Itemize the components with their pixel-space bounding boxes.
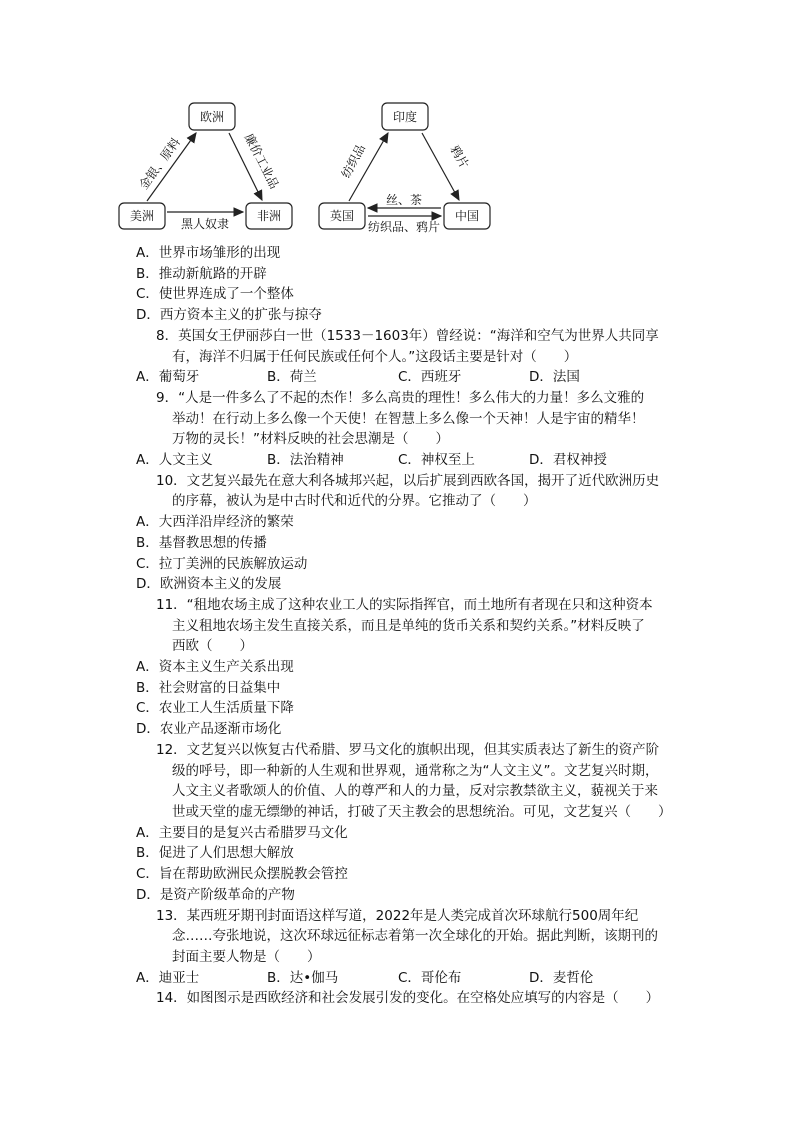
q12-option-d[interactable]: D．是资产阶级革命的产物 xyxy=(136,886,295,903)
q7-option-b[interactable]: B．推动新航路的开辟 xyxy=(136,265,267,282)
q8-option-a[interactable]: A．葡萄牙 xyxy=(136,369,200,386)
slaves-label: 黑人奴隶 xyxy=(180,217,230,231)
q9-options xyxy=(136,450,676,471)
america-label: 美洲 xyxy=(129,209,155,223)
gold-raw-material-label: 金银、原料 xyxy=(136,135,184,193)
q11-stem-line-2: 主义租地农场主发生直接关系，而且是单纯的货币关系和契约关系。”材料反映了 xyxy=(172,617,645,634)
question-12 xyxy=(136,740,676,906)
q13-stem-line-2: 念……夸张地说，这次环球远征标志着第一次全球化的开始。据此判断，该期刊的 xyxy=(172,928,658,945)
q11-option-a[interactable]: A．资本主义生产关系出现 xyxy=(136,659,294,676)
q8-options xyxy=(136,367,676,388)
q10-option-b[interactable]: B．基督教思想的传播 xyxy=(136,534,267,551)
q9-option-d[interactable]: D．君权神授 xyxy=(529,452,607,469)
q13-option-d[interactable]: D．麦哲伦 xyxy=(529,969,594,986)
q13-option-c[interactable]: C．哥伦布 xyxy=(398,969,462,986)
q10-option-c[interactable]: C．拉丁美洲的民族解放运动 xyxy=(136,555,308,572)
question-8 xyxy=(136,326,676,388)
q9-option-c[interactable]: C．神权至上 xyxy=(398,452,475,469)
q12-stem-line-4: 世或天堂的虚无缥缈的神话，打破了天主教会的思想统治。可见，文艺复兴（ ） xyxy=(172,803,672,820)
q11-option-c[interactable]: C．农业工人生活质量下降 xyxy=(136,700,294,717)
europe-label: 欧洲 xyxy=(199,110,225,124)
q8-option-c[interactable]: C．西班牙 xyxy=(398,369,462,386)
q10-option-d[interactable]: D．欧洲资本主义的发展 xyxy=(136,576,282,593)
india-label: 印度 xyxy=(392,110,418,124)
q10-stem-line-2: 的序幕，被认为是中古时代和近代的分界。它推动了（ ） xyxy=(172,493,537,510)
opium-label: 鸦片 xyxy=(447,143,472,171)
q13-stem-line-1: 13．某西班牙期刊封面语这样写道，2022年是人类完成首次环球航行500周年纪 xyxy=(156,907,639,924)
q7-option-c[interactable]: C．使世界连成了一个整体 xyxy=(136,286,294,303)
question-list xyxy=(136,243,676,1009)
q9-option-a[interactable]: A．人文主义 xyxy=(136,452,213,469)
china-label: 中国 xyxy=(454,209,480,223)
q8-stem-line-1: 8．英国女王伊丽莎白一世（1533－1603年）曾经说：“海洋和空气为世界人共同享 xyxy=(156,327,659,344)
q12-stem-line-1: 12．文艺复兴以恢复古代希腊、罗马文化的旗帜出现，但其实质表达了新生的资产阶 xyxy=(156,741,660,758)
triangular-trade-diagram xyxy=(119,103,292,231)
q11-stem-line-3: 西欧（ ） xyxy=(172,638,253,655)
q10-option-a[interactable]: A．大西洋沿岸经济的繁荣 xyxy=(136,514,294,531)
q8-option-d[interactable]: D．法国 xyxy=(529,369,580,386)
india-to-china-arrow xyxy=(422,133,459,200)
question-10 xyxy=(136,471,676,595)
britain-label: 英国 xyxy=(329,209,355,223)
q12-stem-line-3: 人文主义者歌颂人的价值、人的尊严和人的力量，反对宗教禁欲主义，藐视关于来 xyxy=(172,783,658,800)
q13-stem-line-3: 封面主要人物是（ ） xyxy=(172,948,321,965)
textiles-label: 纺织品 xyxy=(338,141,369,181)
q12-option-a[interactable]: A．主要目的是复兴古希腊罗马文化 xyxy=(136,824,348,841)
q11-option-d[interactable]: D．农业产品逐渐市场化 xyxy=(136,721,282,738)
q13-option-a[interactable]: A．迪亚士 xyxy=(136,969,200,986)
africa-label: 非洲 xyxy=(256,209,282,223)
trade-diagrams xyxy=(0,0,794,245)
q9-stem-line-1: 9．“人是一件多么了不起的杰作！多么高贵的理性！多么伟大的力量！多么文雅的 xyxy=(156,389,645,406)
q13-option-b[interactable]: B．达•伽马 xyxy=(267,969,339,986)
q10-stem-line-1: 10．文艺复兴最先在意大利各城邦兴起，以后扩展到西欧各国，揭开了近代欧洲历史 xyxy=(156,472,660,489)
q12-option-c[interactable]: C．旨在帮助欧洲民众摆脱教会管控 xyxy=(136,866,348,883)
q9-option-b[interactable]: B．法治精神 xyxy=(267,452,344,469)
q7-options xyxy=(136,243,676,326)
question-9 xyxy=(136,388,676,471)
cheap-goods-label: 廉价工业品 xyxy=(241,131,282,192)
textiles-opium-label: 纺织品、鸦片 xyxy=(367,220,441,234)
question-11 xyxy=(136,595,676,740)
q7-option-d[interactable]: D．西方资本主义的扩张与掠夺 xyxy=(136,307,322,324)
question-13 xyxy=(136,906,676,989)
question-14 xyxy=(136,988,676,1009)
q13-options xyxy=(136,968,676,989)
q7-option-a[interactable]: A．世界市场雏形的出现 xyxy=(136,245,281,261)
q9-stem-line-2: 举动！在行动上多么像一个天使！在智慧上多么像一个天神！人是宇宙的精华！ xyxy=(172,410,645,427)
q11-option-b[interactable]: B．社会财富的日益集中 xyxy=(136,679,281,696)
british-trade-diagram xyxy=(319,103,490,234)
q11-stem-line-1: 11．“租地农场主成了这种农业工人的实际指挥官，而土地所有者现在只和这种资本 xyxy=(156,596,653,613)
silk-tea-label: 丝、茶 xyxy=(385,193,423,207)
q12-stem-line-2: 级的呼号，即一种新的人生观和世界观，通常称之为“人文主义”。文艺复兴时期， xyxy=(172,762,659,779)
q8-stem-line-2: 有，海洋不归属于任何民族或任何个人。”这段话主要是针对（ ） xyxy=(172,348,578,365)
q14-stem-line-1: 14．如图图示是西欧经济和社会发展引发的变化。在空格处应填写的内容是（ ） xyxy=(156,990,660,1007)
q8-option-b[interactable]: B．荷兰 xyxy=(267,369,317,386)
q9-stem-line-3: 万物的灵长！”材料反映的社会思潮是（ ） xyxy=(172,431,449,448)
q12-option-b[interactable]: B．促进了人们思想大解放 xyxy=(136,845,294,862)
